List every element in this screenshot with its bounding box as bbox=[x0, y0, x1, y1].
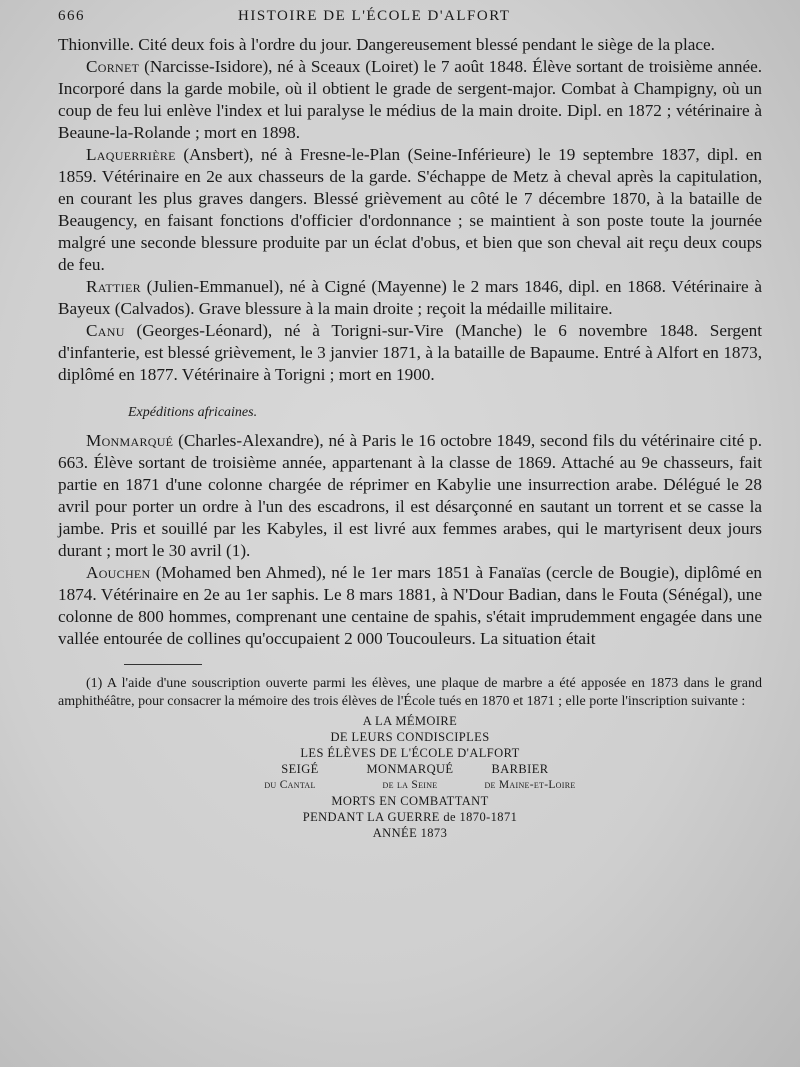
inscription-line: A LA MÉMOIRE bbox=[362, 714, 458, 728]
paragraph bbox=[58, 144, 762, 276]
person-name: Cornet bbox=[86, 57, 140, 76]
paragraph bbox=[58, 562, 762, 650]
person-name: Rattier bbox=[86, 277, 141, 296]
inscription-line: PENDANT LA GUERRE de 1870-1871 bbox=[302, 810, 518, 824]
paragraph bbox=[58, 34, 762, 56]
inscription-line: LES ÉLÈVES DE L'ÉCOLE D'ALFORT bbox=[300, 746, 520, 760]
inscription-names bbox=[58, 761, 762, 777]
running-title: HISTOIRE DE L'ÉCOLE D'ALFORT bbox=[238, 8, 511, 24]
inscription-line: ANNÉE 1873 bbox=[372, 826, 448, 840]
person-name: Canu bbox=[86, 321, 125, 340]
section-heading: Expéditions africaines. bbox=[128, 405, 258, 420]
paragraph-text: (Mohamed ben Ahmed), né le 1er mars 1851 à Fanaïas (cercle de Bougie), diplômé en 1874. Vétérinaire en 2e au 1er saphis. Le 8 mars 1881, à N'Dour Badian, dans le Fouta (Sénégal), une colonne de 800 hommes, comprenant une centaine de spahis, s'était imprudemment engagée dans une vallée entourée de collines qu'occupaient 2 000 Toucouleurs. La situation était bbox=[58, 563, 762, 648]
paragraph-text: (Charles-Alexandre), né à Paris le 16 octobre 1849, second fils du vétérinaire cité p. 663. Élève sortant de troisième année, appartenant à la classe de 1869. Attaché au 9e chasseurs, fait partie en 1871 d'une colonne chargée de réprimer en Kabylie une insurrection arabe. Délégué le 28 avril pour porter un ordre à l'un des escadrons, il est désarçonné en sautant un torrent et se casse la jambe. Pris et souillé par les Kabyles, il est livré aux femmes arabes, qui le martyrisent deux jours durant ; mort le 30 avril (1). bbox=[58, 431, 762, 560]
footnote-rule bbox=[124, 664, 202, 665]
footnote bbox=[58, 675, 762, 841]
page-header bbox=[58, 8, 762, 34]
main-text bbox=[58, 34, 762, 650]
paragraph-text: (Ansbert), né à Fresne-le-Plan (Seine-Inférieure) le 19 septembre 1837, dipl. en 1859. Vétérinaire en 2e aux chasseurs de la garde. S'échappe de Metz à cheval après la capitulation, en courant les plus graves dangers. Blessé grièvement au côté le 7 décembre 1870, à la bataille de Beaugency, en faisant fonctions d'officier d'ordonnance ; se maintient à son poste toute la journée malgré une seconde blessure produite par un éclat d'obus, et bien que son cheval ait reçu deux coups de feu. bbox=[58, 145, 762, 274]
paragraph-text: (Narcisse-Isidore), né à Sceaux (Loiret) le 7 août 1848. Élève sortant de troisième année. Incorporé dans la garde mobile, où il obtient le grade de sergent-major. Combat à Champigny, où un coup de feu lui enlève l'index et lui paralyse le médius de la main droite. Dipl. en 1872 ; vétérinaire à Beaune-la-Rolande ; mort en 1898. bbox=[58, 57, 762, 142]
inscription-place: de la Seine bbox=[382, 779, 438, 791]
footnote-text: (1) A l'aide d'une souscription ouverte parmi les élèves, une plaque de marbre a été apposée en 1873 dans le grand amphithéâtre, pour consacrer la mémoire des trois élèves de l'École tués en 1870 et 1871 ; elle porte l'inscription suivante : bbox=[58, 676, 762, 709]
paragraph-text: (Georges-Léonard), né à Torigni-sur-Vire (Manche) le 6 novembre 1848. Sergent d'infanterie, est blessé grièvement, le 3 janvier 1871, à la bataille de Bapaume. Entré à Alfort en 1873, diplômé en 1877. Vétérinaire à Torigni ; mort en 1900. bbox=[58, 321, 762, 384]
paragraph bbox=[58, 276, 762, 320]
inscription-places bbox=[58, 777, 762, 793]
paragraph bbox=[58, 56, 762, 144]
inscription-line: DE LEURS CONDISCIPLES bbox=[330, 730, 490, 744]
inscription-name: BARBIER bbox=[491, 762, 549, 776]
inscription-place: du Cantal bbox=[264, 779, 316, 791]
inscription-name: SEIGÉ bbox=[281, 762, 319, 776]
inscription-line: MORTS EN COMBATTANT bbox=[331, 794, 489, 808]
memorial-inscription bbox=[58, 713, 762, 841]
inscription-name: MONMARQUÉ bbox=[366, 762, 454, 776]
paragraph bbox=[58, 320, 762, 386]
person-name: Aouchen bbox=[86, 563, 151, 582]
paragraph bbox=[58, 430, 762, 562]
paragraph-text: Thionville. Cité deux fois à l'ordre du jour. Dangereusement blessé pendant le siège de la place. bbox=[58, 35, 715, 54]
person-name: Monmarqué bbox=[86, 431, 174, 450]
person-name: Laquerrière bbox=[86, 145, 176, 164]
inscription-place: de Maine-et-Loire bbox=[484, 779, 576, 791]
page-number: 666 bbox=[58, 8, 85, 24]
paragraph-text: (Julien-Emmanuel), né à Cigné (Mayenne) le 2 mars 1846, dipl. en 1868. Vétérinaire à Bayeux (Calvados). Grave blessure à la main droite ; reçoit la médaille militaire. bbox=[58, 277, 762, 318]
